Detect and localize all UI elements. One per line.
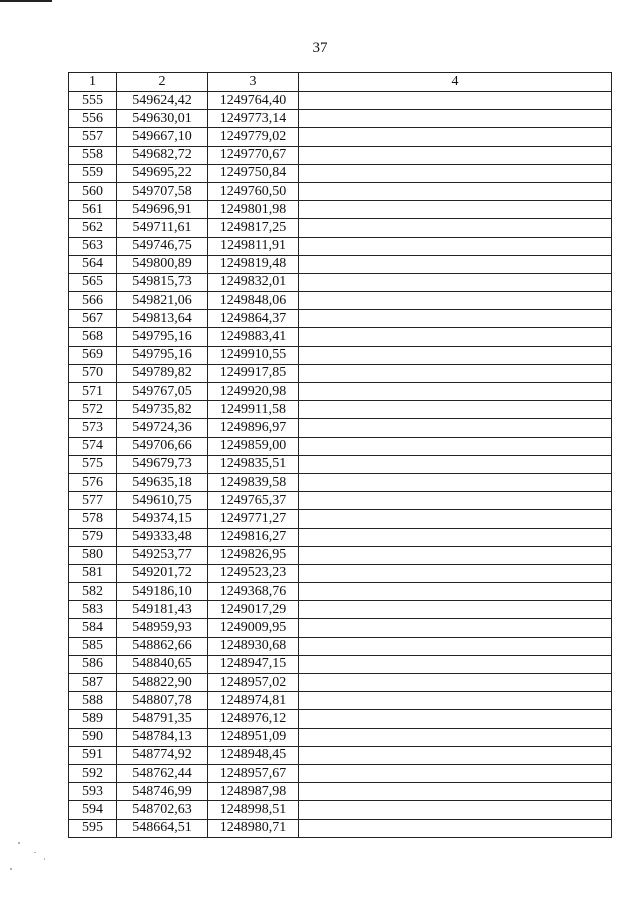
x-coordinate-cell: 549746,75 [117, 237, 208, 255]
point-number-cell: 586 [69, 655, 117, 673]
note-cell [299, 710, 612, 728]
y-coordinate-cell: 1249816,27 [208, 528, 299, 546]
table-row [69, 764, 612, 782]
y-coordinate-cell: 1249911,58 [208, 401, 299, 419]
x-coordinate-cell: 549374,15 [117, 510, 208, 528]
table-row [69, 146, 612, 164]
table-row [69, 619, 612, 637]
table-row [69, 728, 612, 746]
table-row [69, 164, 612, 182]
table-row [69, 310, 612, 328]
note-cell [299, 764, 612, 782]
note-cell [299, 655, 612, 673]
point-number-cell: 592 [69, 764, 117, 782]
point-number-cell: 580 [69, 546, 117, 564]
note-cell [299, 92, 612, 110]
table-row [69, 292, 612, 310]
point-number-cell: 595 [69, 819, 117, 837]
table-row [69, 383, 612, 401]
y-coordinate-cell: 1249883,41 [208, 328, 299, 346]
point-number-cell: 590 [69, 728, 117, 746]
y-coordinate-cell: 1249779,02 [208, 128, 299, 146]
coordinates-table [68, 72, 612, 838]
y-coordinate-cell: 1248948,45 [208, 746, 299, 764]
note-cell [299, 182, 612, 200]
y-coordinate-cell: 1249848,06 [208, 292, 299, 310]
x-coordinate-cell: 549707,58 [117, 182, 208, 200]
y-coordinate-cell: 1249771,27 [208, 510, 299, 528]
table-row [69, 564, 612, 582]
point-number-cell: 578 [69, 510, 117, 528]
point-number-cell: 571 [69, 383, 117, 401]
point-number-cell: 563 [69, 237, 117, 255]
note-cell [299, 819, 612, 837]
note-cell [299, 292, 612, 310]
header-col-3: 3 [208, 73, 299, 92]
y-coordinate-cell: 1249017,29 [208, 601, 299, 619]
x-coordinate-cell: 549711,61 [117, 219, 208, 237]
x-coordinate-cell: 548784,13 [117, 728, 208, 746]
x-coordinate-cell: 549624,42 [117, 92, 208, 110]
table-row [69, 110, 612, 128]
table-header-row [69, 73, 612, 92]
table-row [69, 819, 612, 837]
table-row [69, 492, 612, 510]
table-row [69, 182, 612, 200]
page-number: 37 [312, 40, 328, 56]
table-row [69, 528, 612, 546]
x-coordinate-cell: 549706,66 [117, 437, 208, 455]
y-coordinate-cell: 1249896,97 [208, 419, 299, 437]
table-row [69, 273, 612, 291]
y-coordinate-cell: 1249760,50 [208, 182, 299, 200]
x-coordinate-cell: 549679,73 [117, 455, 208, 473]
x-coordinate-cell: 549821,06 [117, 292, 208, 310]
point-number-cell: 588 [69, 692, 117, 710]
x-coordinate-cell: 549696,91 [117, 201, 208, 219]
header-col-2: 2 [117, 73, 208, 92]
table-row [69, 710, 612, 728]
y-coordinate-cell: 1249811,91 [208, 237, 299, 255]
note-cell [299, 564, 612, 582]
note-cell [299, 110, 612, 128]
y-coordinate-cell: 1249835,51 [208, 455, 299, 473]
point-number-cell: 565 [69, 273, 117, 291]
y-coordinate-cell: 1249819,48 [208, 255, 299, 273]
note-cell [299, 601, 612, 619]
y-coordinate-cell: 1249770,67 [208, 146, 299, 164]
table-row [69, 201, 612, 219]
x-coordinate-cell: 549767,05 [117, 383, 208, 401]
point-number-cell: 575 [69, 455, 117, 473]
note-cell [299, 310, 612, 328]
note-cell [299, 219, 612, 237]
x-coordinate-cell: 549610,75 [117, 492, 208, 510]
coordinates-table-container [68, 72, 611, 838]
table-row [69, 255, 612, 273]
y-coordinate-cell: 1248974,81 [208, 692, 299, 710]
point-number-cell: 561 [69, 201, 117, 219]
table-row [69, 346, 612, 364]
x-coordinate-cell: 549735,82 [117, 401, 208, 419]
x-coordinate-cell: 548791,35 [117, 710, 208, 728]
note-cell [299, 801, 612, 819]
note-cell [299, 528, 612, 546]
note-cell [299, 383, 612, 401]
scan-edge-line [0, 0, 52, 2]
y-coordinate-cell: 1248951,09 [208, 728, 299, 746]
scan-speck [44, 858, 45, 860]
x-coordinate-cell: 548664,51 [117, 819, 208, 837]
table-row [69, 92, 612, 110]
note-cell [299, 492, 612, 510]
header-col-4: 4 [299, 73, 612, 92]
y-coordinate-cell: 1249817,25 [208, 219, 299, 237]
scan-speck [34, 852, 36, 853]
note-cell [299, 346, 612, 364]
point-number-cell: 564 [69, 255, 117, 273]
y-coordinate-cell: 1249864,37 [208, 310, 299, 328]
x-coordinate-cell: 548840,65 [117, 655, 208, 673]
x-coordinate-cell: 549800,89 [117, 255, 208, 273]
y-coordinate-cell: 1249368,76 [208, 583, 299, 601]
point-number-cell: 555 [69, 92, 117, 110]
point-number-cell: 556 [69, 110, 117, 128]
table-row [69, 473, 612, 491]
table-row [69, 637, 612, 655]
point-number-cell: 569 [69, 346, 117, 364]
x-coordinate-cell: 548762,44 [117, 764, 208, 782]
x-coordinate-cell: 549667,10 [117, 128, 208, 146]
note-cell [299, 419, 612, 437]
x-coordinate-cell: 549630,01 [117, 110, 208, 128]
table-row [69, 437, 612, 455]
y-coordinate-cell: 1249839,58 [208, 473, 299, 491]
note-cell [299, 128, 612, 146]
y-coordinate-cell: 1249523,23 [208, 564, 299, 582]
y-coordinate-cell: 1248998,51 [208, 801, 299, 819]
x-coordinate-cell: 548774,92 [117, 746, 208, 764]
table-row [69, 455, 612, 473]
point-number-cell: 572 [69, 401, 117, 419]
x-coordinate-cell: 548807,78 [117, 692, 208, 710]
y-coordinate-cell: 1248987,98 [208, 783, 299, 801]
point-number-cell: 566 [69, 292, 117, 310]
table-row [69, 692, 612, 710]
note-cell [299, 692, 612, 710]
x-coordinate-cell: 549789,82 [117, 364, 208, 382]
y-coordinate-cell: 1248957,02 [208, 674, 299, 692]
note-cell [299, 164, 612, 182]
note-cell [299, 201, 612, 219]
y-coordinate-cell: 1249920,98 [208, 383, 299, 401]
point-number-cell: 587 [69, 674, 117, 692]
point-number-cell: 576 [69, 473, 117, 491]
point-number-cell: 591 [69, 746, 117, 764]
y-coordinate-cell: 1248957,67 [208, 764, 299, 782]
y-coordinate-cell: 1249750,84 [208, 164, 299, 182]
note-cell [299, 746, 612, 764]
point-number-cell: 579 [69, 528, 117, 546]
x-coordinate-cell: 549635,18 [117, 473, 208, 491]
note-cell [299, 728, 612, 746]
point-number-cell: 581 [69, 564, 117, 582]
point-number-cell: 557 [69, 128, 117, 146]
x-coordinate-cell: 549253,77 [117, 546, 208, 564]
x-coordinate-cell: 548862,66 [117, 637, 208, 655]
x-coordinate-cell: 549682,72 [117, 146, 208, 164]
y-coordinate-cell: 1248980,71 [208, 819, 299, 837]
table-row [69, 219, 612, 237]
y-coordinate-cell: 1248947,15 [208, 655, 299, 673]
note-cell [299, 437, 612, 455]
note-cell [299, 637, 612, 655]
point-number-cell: 585 [69, 637, 117, 655]
table-row [69, 401, 612, 419]
x-coordinate-cell: 549724,36 [117, 419, 208, 437]
point-number-cell: 583 [69, 601, 117, 619]
y-coordinate-cell: 1249764,40 [208, 92, 299, 110]
y-coordinate-cell: 1249859,00 [208, 437, 299, 455]
point-number-cell: 574 [69, 437, 117, 455]
point-number-cell: 568 [69, 328, 117, 346]
y-coordinate-cell: 1248930,68 [208, 637, 299, 655]
note-cell [299, 473, 612, 491]
x-coordinate-cell: 549813,64 [117, 310, 208, 328]
y-coordinate-cell: 1249832,01 [208, 273, 299, 291]
scan-speck [18, 842, 20, 844]
note-cell [299, 237, 612, 255]
note-cell [299, 255, 612, 273]
point-number-cell: 589 [69, 710, 117, 728]
table-row [69, 674, 612, 692]
x-coordinate-cell: 549795,16 [117, 328, 208, 346]
x-coordinate-cell: 549186,10 [117, 583, 208, 601]
x-coordinate-cell: 549815,73 [117, 273, 208, 291]
point-number-cell: 560 [69, 182, 117, 200]
note-cell [299, 401, 612, 419]
note-cell [299, 583, 612, 601]
note-cell [299, 455, 612, 473]
table-row [69, 128, 612, 146]
note-cell [299, 328, 612, 346]
point-number-cell: 562 [69, 219, 117, 237]
point-number-cell: 584 [69, 619, 117, 637]
x-coordinate-cell: 549695,22 [117, 164, 208, 182]
table-row [69, 419, 612, 437]
note-cell [299, 146, 612, 164]
table-row [69, 783, 612, 801]
y-coordinate-cell: 1249801,98 [208, 201, 299, 219]
x-coordinate-cell: 548702,63 [117, 801, 208, 819]
table-row [69, 546, 612, 564]
note-cell [299, 273, 612, 291]
y-coordinate-cell: 1249910,55 [208, 346, 299, 364]
note-cell [299, 674, 612, 692]
point-number-cell: 577 [69, 492, 117, 510]
table-row [69, 237, 612, 255]
header-col-1: 1 [69, 73, 117, 92]
x-coordinate-cell: 549181,43 [117, 601, 208, 619]
y-coordinate-cell: 1249765,37 [208, 492, 299, 510]
x-coordinate-cell: 548746,99 [117, 783, 208, 801]
scan-speck [10, 868, 12, 870]
table-row [69, 364, 612, 382]
point-number-cell: 582 [69, 583, 117, 601]
y-coordinate-cell: 1249826,95 [208, 546, 299, 564]
point-number-cell: 573 [69, 419, 117, 437]
x-coordinate-cell: 548959,93 [117, 619, 208, 637]
table-row [69, 746, 612, 764]
table-row [69, 655, 612, 673]
table-body [69, 92, 612, 838]
point-number-cell: 594 [69, 801, 117, 819]
x-coordinate-cell: 549201,72 [117, 564, 208, 582]
note-cell [299, 364, 612, 382]
note-cell [299, 783, 612, 801]
note-cell [299, 619, 612, 637]
note-cell [299, 546, 612, 564]
y-coordinate-cell: 1249773,14 [208, 110, 299, 128]
point-number-cell: 567 [69, 310, 117, 328]
x-coordinate-cell: 549795,16 [117, 346, 208, 364]
point-number-cell: 558 [69, 146, 117, 164]
y-coordinate-cell: 1249917,85 [208, 364, 299, 382]
x-coordinate-cell: 548822,90 [117, 674, 208, 692]
note-cell [299, 510, 612, 528]
table-row [69, 601, 612, 619]
table-row [69, 801, 612, 819]
point-number-cell: 559 [69, 164, 117, 182]
y-coordinate-cell: 1248976,12 [208, 710, 299, 728]
point-number-cell: 570 [69, 364, 117, 382]
point-number-cell: 593 [69, 783, 117, 801]
table-row [69, 583, 612, 601]
table-row [69, 328, 612, 346]
table-row [69, 510, 612, 528]
x-coordinate-cell: 549333,48 [117, 528, 208, 546]
y-coordinate-cell: 1249009,95 [208, 619, 299, 637]
